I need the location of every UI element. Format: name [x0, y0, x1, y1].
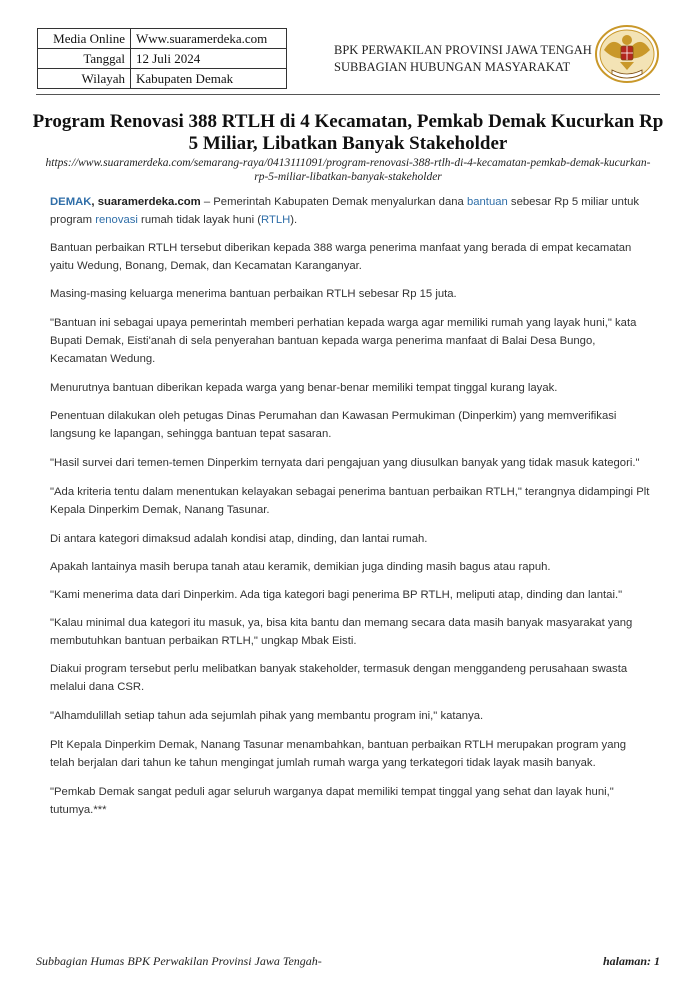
paragraph: Apakah lantainya masih berupa tanah atau keramik, demikian juga dinding masih bagus atau rapuh.: [50, 561, 551, 573]
source-url: https://www.suaramerdeka.com/semarang-raya/0413111091/program-renovasi-388-rtlh-di-4-kecamatan-pemkab-demak-kucurkan-rp-5-miliar-libatkan-banyak-stakeholder: [45, 157, 651, 183]
paragraph: Di antara kategori dimaksud adalah kondisi atap, dinding, dan lantai rumah.: [50, 533, 428, 545]
paragraph: "Bantuan ini sebagai upaya pemerintah memberi perhatian kepada warga agar memiliki rumah yang layak huni," kata Bupati Demak, Eisti'anah di sela penyerahan bantuan kepada warga penerima manfaat di Balai Desa Bungo, Kecamatan Wedung.: [50, 317, 637, 365]
paragraph: Masing-masing keluarga menerima bantuan perbaikan RTLH sebesar Rp 15 juta.: [50, 288, 457, 300]
lead-text: – Pemerintah Kabupaten Demak menyalurkan dana: [200, 196, 467, 208]
meta-label: Wilayah: [38, 69, 131, 89]
page-number: halaman: 1: [602, 954, 660, 968]
header-divider: [36, 94, 660, 95]
paragraph: "Pemkab Demak sangat peduli agar seluruh warganya dapat memiliki tempat tinggal yang sehat dan layak huni," tutumya.***: [50, 786, 614, 816]
keyword-link[interactable]: RTLH: [261, 214, 291, 226]
paragraph: Diakui program tersebut perlu melibatkan banyak stakeholder, termasuk dengan menggandeng perusahaan swasta melalui dana CSR.: [50, 663, 628, 693]
meta-value: Www.suaramerdeka.com: [131, 29, 287, 49]
keyword-link[interactable]: bantuan: [466, 196, 508, 208]
article-title: Program Renovasi 388 RTLH di 4 Kecamatan, Pemkab Demak Kucurkan Rp 5 Miliar, Libatkan Banyak Stakeholder: [32, 111, 664, 154]
media-info-table: [37, 28, 287, 89]
meta-label: Tanggal: [38, 49, 131, 69]
meta-row-region: [38, 69, 287, 89]
paragraph: Bantuan perbaikan RTLH tersebut diberikan kepada 388 warga penerima manfaat yang berada di empat kecamatan yaitu Wedung, Bonang, Demak, dan Kecamatan Karanganyar.: [50, 242, 632, 272]
lead-location: DEMAK: [50, 196, 92, 208]
meta-row-date: [38, 49, 287, 69]
paragraph: "Kami menerima data dari Dinperkim. Ada tiga kategori bagi penerima BP RTLH, meliputi atap, dinding dan lantai.": [50, 589, 623, 601]
meta-row-media: [38, 29, 287, 49]
paragraph: "Ada kriteria tentu dalam menentukan kelayakan sebagai penerima bantuan perbaikan RTLH," terangnya didampingi Plt Kepala Dinperkim Demak, Nanang Tasunar.: [50, 486, 650, 516]
paragraph: "Kalau minimal dua kategori itu masuk, ya, bisa kita bantu dan memang secara data masih banyak masyarakat yang membutuhkan bantuan perbaikan RTLH," ungkap Mbak Eisti.: [50, 617, 633, 647]
meta-value: 12 Juli 2024: [131, 49, 287, 69]
paragraph: Plt Kepala Dinperkim Demak, Nanang Tasunar menambahkan, bantuan perbaikan RTLH merupakan program yang telah berjalan dari tahun ke tahun mengingat jumlah rumah warga yang terkategori tidak layak masih banyak.: [50, 739, 627, 769]
org-unit: SUBBAGIAN HUBUNGAN MASYARAKAT: [334, 60, 571, 74]
lead-text: rumah tidak layak huni (: [137, 214, 261, 226]
paragraph: "Alhamdulillah setiap tahun ada sejumlah pihak yang membantu program ini," katanya.: [50, 710, 484, 722]
lead-text: sebesar Rp 5 miliar untuk program: [50, 196, 640, 226]
lead-text: ).: [290, 214, 298, 226]
paragraph: Menurutnya bantuan diberikan kepada warga yang benar-benar memiliki tempat tinggal kurang layak.: [50, 382, 558, 394]
org-header: [334, 42, 592, 76]
footer-left: Subbagian Humas BPK Perwakilan Provinsi Jawa Tengah-: [36, 954, 322, 968]
garuda-emblem-icon: [594, 24, 660, 86]
lead-site: , suaramerdeka.com: [91, 196, 201, 208]
article-body: [50, 193, 650, 819]
paragraph: "Hasil survei dari temen-temen Dinperkim ternyata dari pengajuan yang diusulkan banyak yang tidak masuk kategori.": [50, 457, 640, 469]
meta-label: Media Online: [38, 29, 131, 49]
org-name: BPK PERWAKILAN PROVINSI JAWA TENGAH: [334, 43, 592, 57]
lead-paragraph: [50, 193, 650, 229]
meta-value: Kabupaten Demak: [131, 69, 287, 89]
keyword-link[interactable]: renovasi: [95, 214, 138, 226]
paragraph: Penentuan dilakukan oleh petugas Dinas Perumahan dan Kawasan Permukiman (Dinperkim) yang memverifikasi langsung ke lapangan, sehingga bantuan tepat sasaran.: [50, 410, 617, 440]
